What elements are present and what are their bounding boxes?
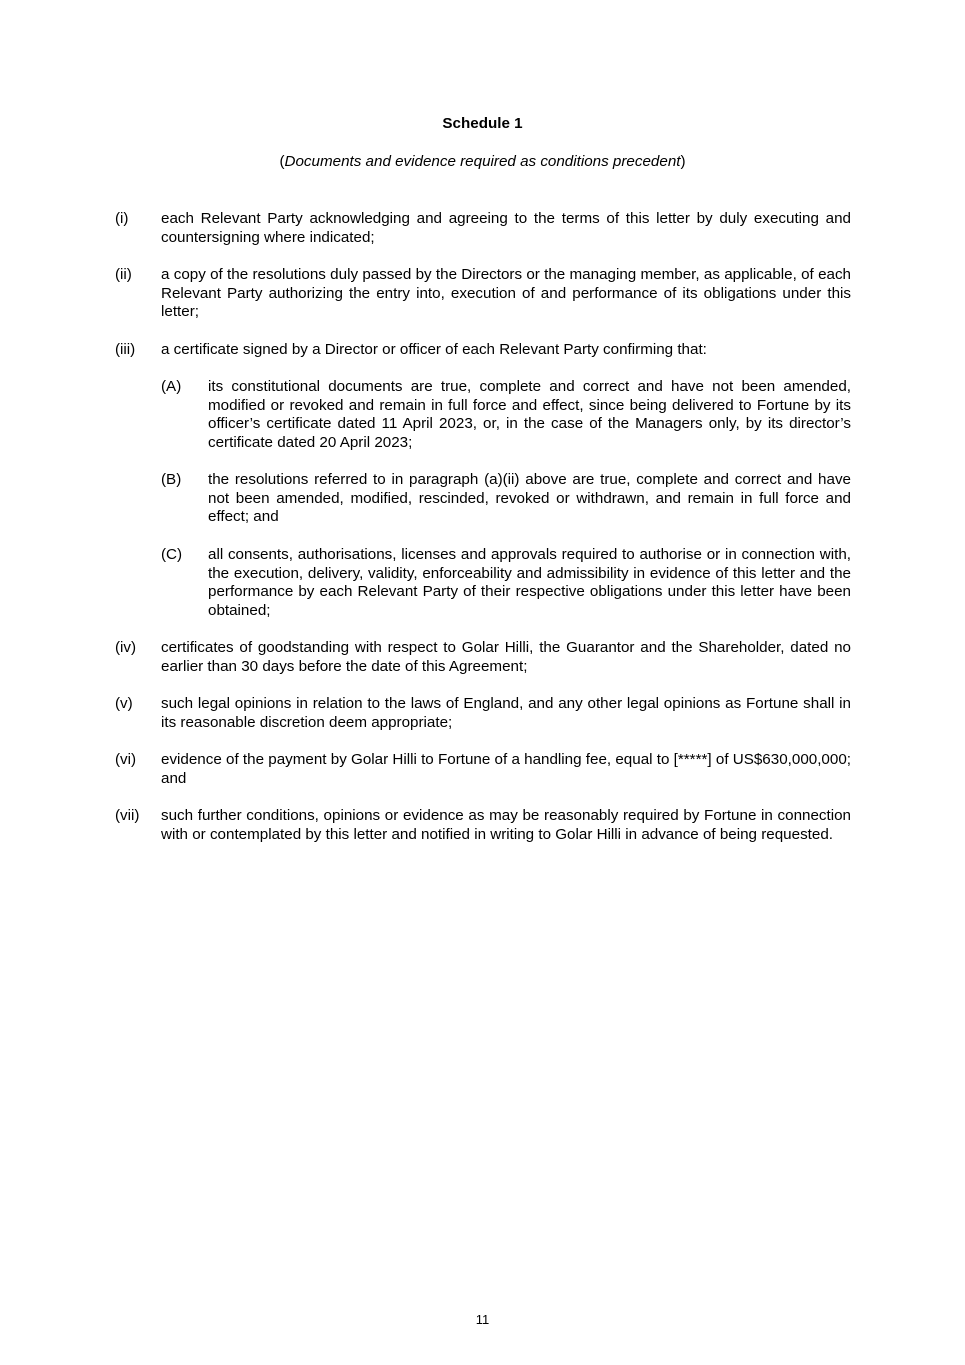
list-item-text: such legal opinions in relation to the laws of England, and any other legal opinions as Fortune shall in its reasonable discretion deem appropriate; <box>161 695 851 731</box>
sub-item-text: its constitutional documents are true, complete and correct and have not been amended, modified or revoked and remain in full force and effect, since being delivered to Fortune by its officer’s certificate dated 11 April 2023, or, in the case of the Managers only, by its director’s certificate dated 20 April 2023; <box>208 378 851 451</box>
list-item-number: (i) <box>115 210 129 227</box>
list-item-number: (v) <box>115 695 133 712</box>
subtitle-close-paren: ) <box>680 153 686 170</box>
list-item-text: evidence of the payment by Golar Hilli to Fortune of a handling fee, equal to [*****] of US$630,000,000; and <box>161 751 851 787</box>
list-item-text: certificates of goodstanding with respect to Golar Hilli, the Guarantor and the Shareholder, dated no earlier than 30 days before the date of this Agreement; <box>161 639 851 675</box>
sub-item-number: (A) <box>161 378 182 395</box>
schedule-title: Schedule 1 <box>442 115 523 132</box>
list-item-text: a copy of the resolutions duly passed by the Directors or the managing member, as applicable, of each Relevant Party authorizing the entry into, execution of and performance of its obligations under this letter; <box>161 266 851 321</box>
sub-item-text: all consents, authorisations, licenses and approvals required to authorise or in connection with, the execution, delivery, validity, enforceability and admissibility in evidence of this letter and the performance by each Relevant Party of their respective obligations under this letter have been obtained; <box>208 546 851 619</box>
list-item-number: (iii) <box>115 341 136 358</box>
list-item-number: (ii) <box>115 266 132 283</box>
list-item-number: (vi) <box>115 751 137 768</box>
list-item-text: a certificate signed by a Director or officer of each Relevant Party confirming that: <box>161 341 707 358</box>
sub-item-number: (B) <box>161 471 182 488</box>
list-item-number: (vii) <box>115 807 140 824</box>
page-number: 11 <box>475 1312 490 1327</box>
sub-item-number: (C) <box>161 546 183 563</box>
list-item-number: (iv) <box>115 639 137 656</box>
subtitle-italic-text: Documents and evidence required as conditions precedent <box>284 153 681 170</box>
sub-item-text: the resolutions referred to in paragraph (a)(ii) above are true, complete and correct and have not been amended, modified, rescinded, revoked or withdrawn, and remain in full force and effect; and <box>208 471 851 526</box>
list-item-text: such further conditions, opinions or evidence as may be reasonably required by Fortune in connection with or contemplated by this letter and notified in writing to Golar Hilli in advance of being requested. <box>161 807 851 843</box>
subtitle-open-paren: ( <box>279 153 285 170</box>
list-item-text: each Relevant Party acknowledging and agreeing to the terms of this letter by duly executing and countersigning where indicated; <box>161 210 851 246</box>
schedule-subtitle <box>0 153 965 172</box>
